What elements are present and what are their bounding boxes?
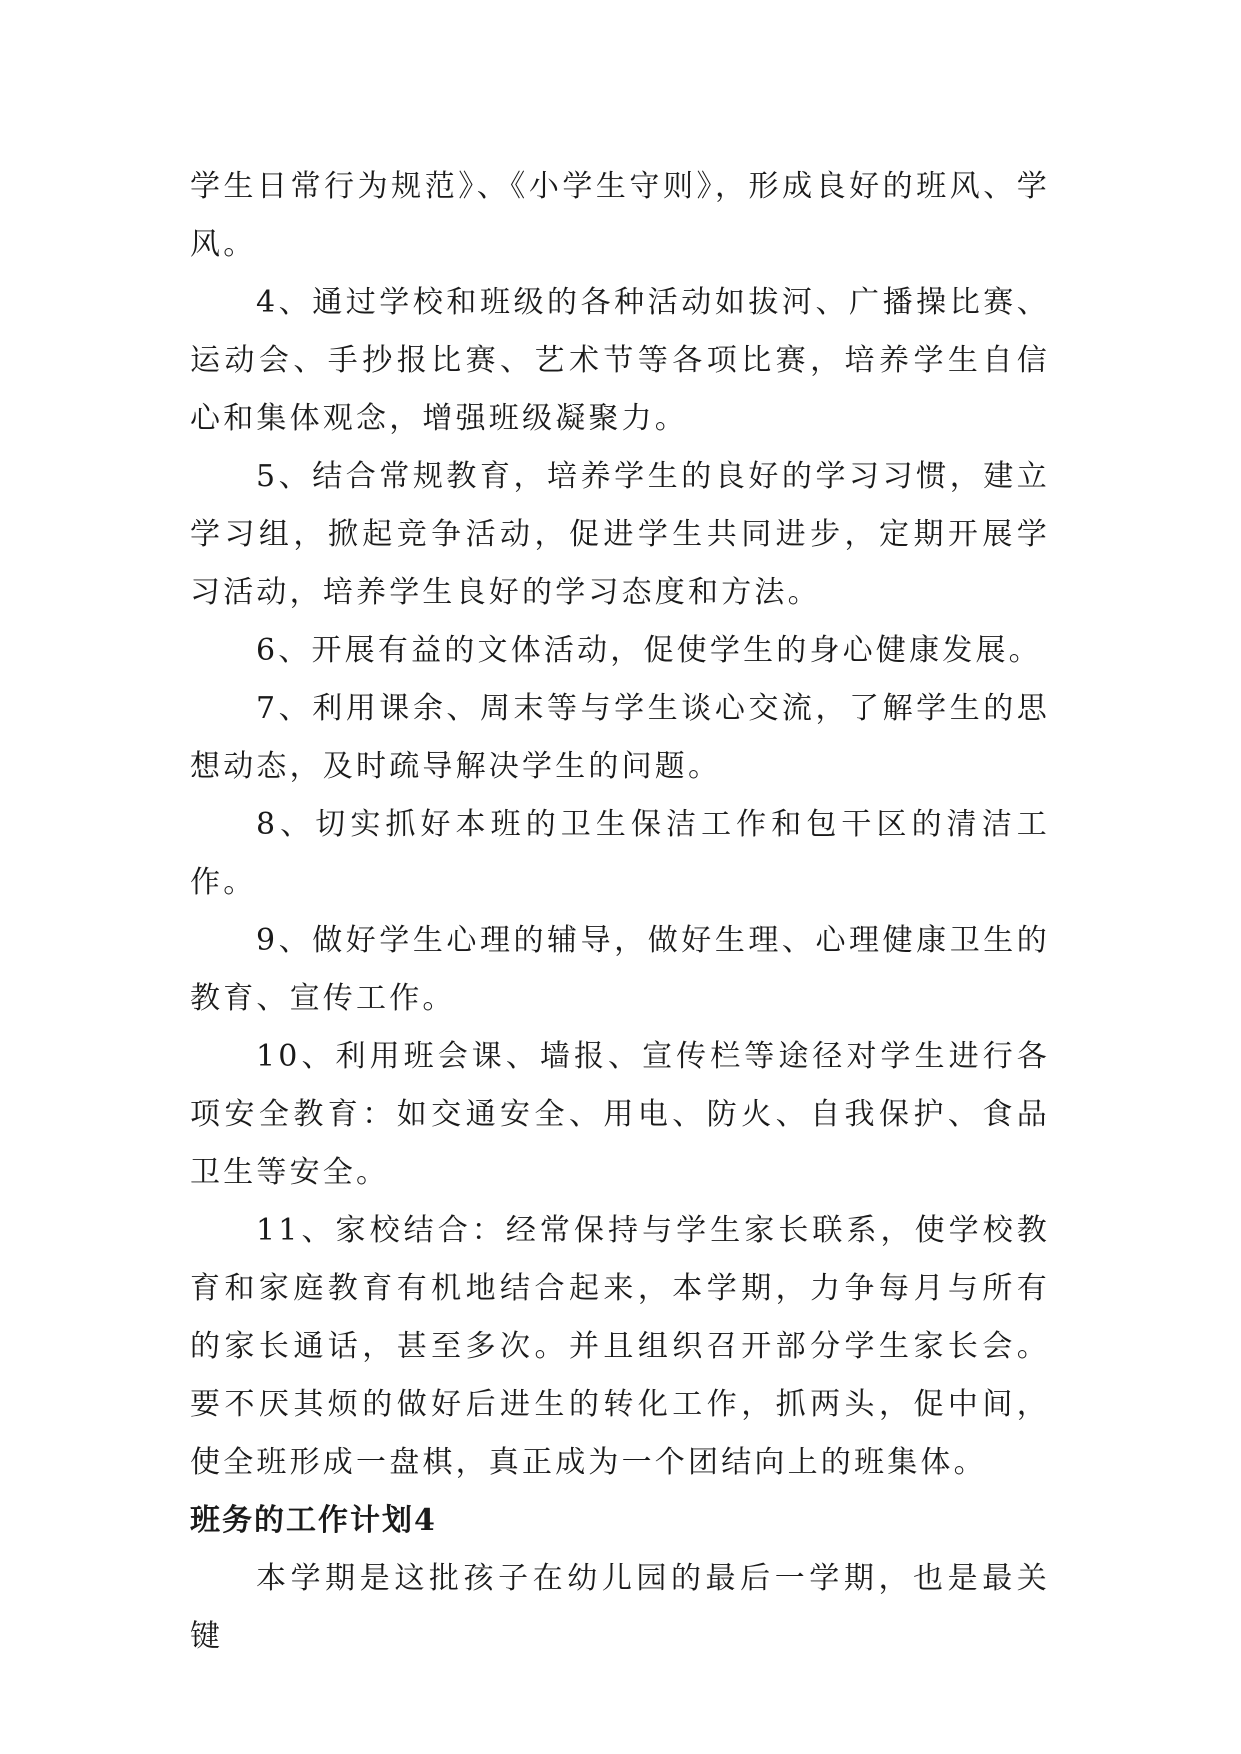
paragraph-1: 学生日常行为规范》、《小学生守则》，形成良好的班风、学风。 <box>190 169 1050 262</box>
final-paragraph: 本学期是这批孩子在幼儿园的最后一学期，也是最关键 <box>190 1561 1050 1654</box>
paragraph-7: 9、做好学生心理的辅导，做好生理、心理健康卫生的教育、宣传工作。 <box>190 923 1050 1016</box>
paragraph-4: 6、开展有益的文体活动，促使学生的身心健康发展。 <box>256 633 1042 668</box>
paragraph-9: 11、家校结合：经常保持与学生家长联系，使学校教育和家庭教育有机地结合起来，本学期，力争每月与所有的家长通话，甚至多次。并且组织召开部分学生家长会。要不厌其烦的做好后进生的转化工作，抓两头，促中间，使全班形成一盘棋，真正成为一个团结向上的班集体。 <box>190 1213 1050 1480</box>
paragraph-8: 10、利用班会课、墙报、宣传栏等途径对学生进行各项安全教育：如交通安全、用电、防火、自我保护、食品卫生等安全。 <box>190 1039 1050 1190</box>
paragraph-6: 8、切实抓好本班的卫生保洁工作和包干区的清洁工作。 <box>190 807 1050 900</box>
paragraph-5: 7、利用课余、周末等与学生谈心交流，了解学生的思想动态，及时疏导解决学生的问题。 <box>190 691 1050 784</box>
paragraph-3: 5、结合常规教育，培养学生的良好的学习习惯，建立学习组，掀起竞争活动，促进学生共同进步，定期开展学习活动，培养学生良好的学习态度和方法。 <box>190 459 1050 610</box>
section-heading: 班务的工作计划4 <box>190 1503 437 1538</box>
paragraph-2: 4、通过学校和班级的各种活动如拔河、广播操比赛、运动会、手抄报比赛、艺术节等各项比赛，培养学生自信心和集体观念，增强班级凝聚力。 <box>190 285 1050 436</box>
document-body <box>190 158 1050 1666</box>
